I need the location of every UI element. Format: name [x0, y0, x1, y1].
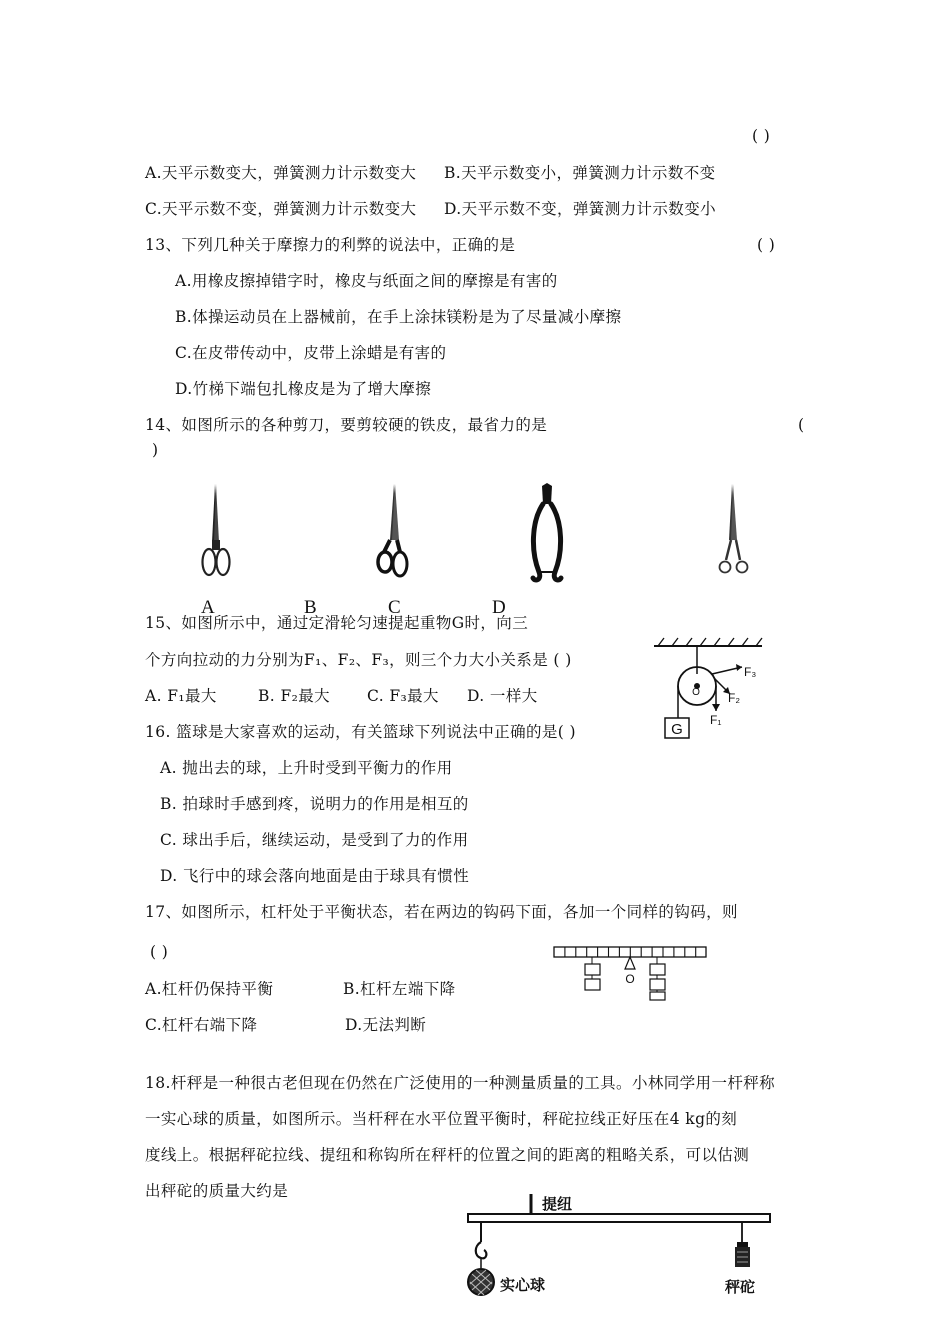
pulley-axle-label: O — [692, 687, 700, 698]
steelyard-diagram — [462, 1190, 774, 1320]
q18-line-2: 一实心球的质量，如图所示。当杆秤在水平位置平衡时，秤砣拉线正好压在4 kg的刻 — [145, 1110, 738, 1128]
q14-label-b: B — [304, 597, 318, 618]
q14-stem: 14、如图所示的各种剪刀，要剪较硬的铁皮，最省力的是 — [145, 416, 548, 434]
scissors-a-image — [195, 480, 240, 585]
q14-label-c: C — [388, 597, 402, 618]
lever-diagram — [553, 945, 708, 1000]
q16-option-b: B. 拍球时手感到疼，说明力的作用是相互的 — [160, 795, 469, 813]
q13-option-b: B.体操运动员在上器械前，在手上涂抹镁粉是为了尽量减小摩擦 — [175, 308, 622, 326]
q17-option-b: B.杠杆左端下降 — [343, 980, 456, 998]
q16-option-d: D. 飞行中的球会落向地面是由于球具有惯性 — [160, 867, 470, 885]
q14-paren-open: ( — [798, 416, 805, 434]
q14-label-a: A — [201, 597, 216, 618]
q17-option-a: A.杠杆仍保持平衡 — [145, 980, 274, 998]
steelyard-weight-label: 秤砣 — [725, 1278, 756, 1296]
force-f1-label: F₁ — [710, 713, 722, 727]
q18-line-1: 18.杆秤是一种很古老但现在仍然在广泛使用的一种测量质量的工具。小林同学用一杆秤称 — [145, 1074, 776, 1092]
q17-option-c: C.杠杆右端下降 — [145, 1016, 258, 1034]
q16-option-c: C. 球出手后，继续运动，是受到了力的作用 — [160, 831, 469, 849]
q12-option-b: B.天平示数变小，弹簧测力计示数不变 — [444, 164, 716, 182]
steelyard-knob-label: 提纽 — [542, 1195, 573, 1213]
q18-line-4: 出秤砣的质量大约是 — [145, 1182, 289, 1200]
pulley-weight-label: G — [671, 721, 683, 738]
q15-stem-line-1: 15、如图所示中，通过定滑轮匀速提起重物G时，向三 — [145, 614, 529, 632]
q15-option-a: A. F₁最大 — [145, 687, 217, 705]
q13-option-c: C.在皮带传动中，皮带上涂蜡是有害的 — [175, 344, 447, 362]
q15-option-c: C. F₃最大 — [367, 687, 439, 705]
q12-option-a: A.天平示数变大，弹簧测力计示数变大 — [145, 164, 417, 182]
force-f3-label: F₃ — [744, 665, 757, 679]
q17-stem: 17、如图所示，杠杆处于平衡状态，若在两边的钩码下面，各加一个同样的钩码，则 — [145, 903, 738, 921]
q15-option-d: D. 一样大 — [467, 687, 538, 705]
q15-option-b: B. F₂最大 — [258, 687, 331, 705]
q12-answer-paren: ( ) — [752, 127, 771, 145]
lever-fulcrum-label: O — [625, 972, 635, 986]
scissors-b-image — [370, 482, 415, 582]
q15-stem-line-2: 个方向拉动的力分别为F₁、F₂、F₃，则三个力大小关系是 ( ) — [145, 651, 572, 669]
q13-stem: 13、下列几种关于摩擦力的利弊的说法中，正确的是 — [145, 236, 516, 254]
force-f2-label: F₂ — [728, 691, 740, 705]
q16-stem: 16. 篮球是大家喜欢的运动，有关篮球下列说法中正确的是( ) — [145, 723, 577, 741]
q13-option-a: A.用橡皮擦掉错字时，橡皮与纸面之间的摩擦是有害的 — [175, 272, 558, 290]
q17-option-d: D.无法判断 — [345, 1016, 427, 1034]
pulley-diagram — [650, 634, 780, 744]
q13-option-d: D.竹梯下端包扎橡皮是为了增大摩擦 — [175, 380, 432, 398]
q14-paren-close: ) — [152, 441, 159, 459]
q12-option-d: D.天平示数不变，弹簧测力计示数变小 — [444, 200, 717, 218]
q18-line-3: 度线上。根据秤砣拉线、提纽和称钩所在秤杆的位置之间的距离的粗略关系，可以估测 — [145, 1146, 750, 1164]
scissors-d-image — [712, 480, 757, 580]
steelyard-ball-label: 实心球 — [500, 1276, 546, 1294]
q17-answer-paren: ( ) — [150, 943, 169, 961]
q12-option-c: C.天平示数不变，弹簧测力计示数变大 — [145, 200, 417, 218]
scissors-c-image — [525, 482, 570, 587]
q13-answer-paren: ( ) — [757, 236, 776, 254]
q14-label-d: D — [492, 597, 507, 618]
q16-option-a: A. 抛出去的球，上升时受到平衡力的作用 — [160, 759, 453, 777]
